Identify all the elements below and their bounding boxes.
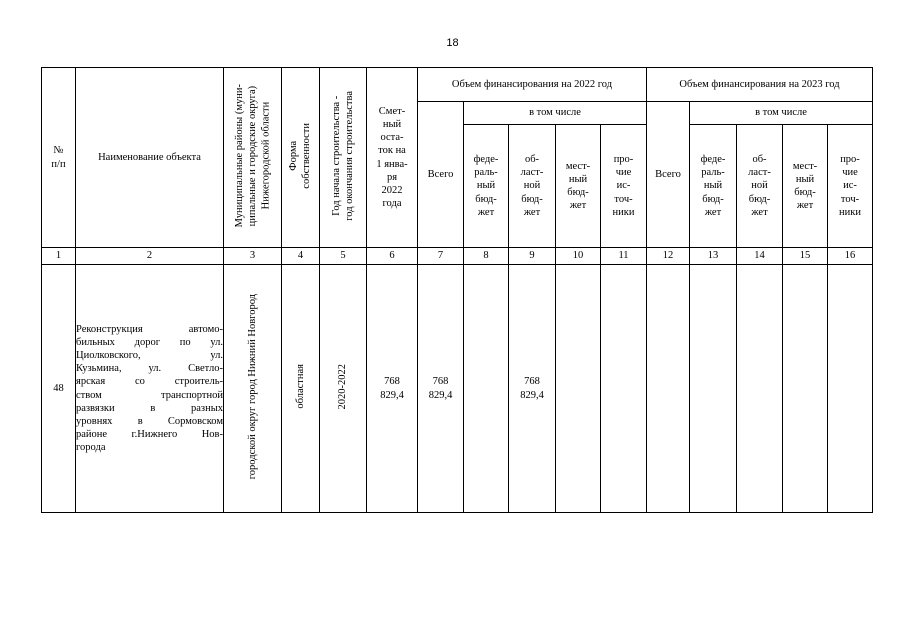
col-number: 3: [224, 248, 282, 265]
header-total-2023: Всего: [647, 102, 690, 248]
financing-table: [41, 67, 873, 513]
header-municipality: Муниципальные районы (муни- ципальные и городские округа) Нижегородской области: [224, 68, 282, 248]
row-other-2022: [601, 265, 647, 513]
object-name-lines: [76, 323, 223, 454]
object-name-line: районе г.Нижнего Нов-: [76, 428, 223, 440]
col-number: 4: [282, 248, 320, 265]
row-federal-2022: [464, 265, 509, 513]
col-number: 1: [42, 248, 76, 265]
object-name-line: ством транспортной: [76, 389, 223, 401]
header-incl-2022: в том числе: [464, 102, 647, 125]
header-years: Год начала строительства - год окончания строительства: [320, 68, 367, 248]
row-num: 48: [42, 265, 76, 513]
header-federal-2022: феде- раль- ный бюд- жет: [464, 125, 509, 248]
col-number: 10: [556, 248, 601, 265]
header-regional-2023: об- ласт- ной бюд- жет: [737, 125, 783, 248]
object-name-line: Циолковского, ул.: [76, 350, 223, 362]
row-total-2022: 768 829,4: [418, 265, 464, 513]
header-total-2022: Всего: [418, 102, 464, 248]
object-name-line: бильных дорог по ул.: [76, 337, 223, 348]
header-num: № п/п: [42, 68, 76, 248]
header-fin-2023: Объем финансирования на 2023 год: [647, 68, 873, 102]
row-local-2023: [783, 265, 828, 513]
col-number: 15: [783, 248, 828, 265]
header-other-2022: про- чие ис- точ- ники: [601, 125, 647, 248]
header-federal-2023: феде- раль- ный бюд- жет: [690, 125, 737, 248]
col-number: 8: [464, 248, 509, 265]
header-incl-2023: в том числе: [690, 102, 873, 125]
header-other-2023: про- чие ис- точ- ники: [828, 125, 873, 248]
col-number: 7: [418, 248, 464, 265]
header-local-2023: мест- ный бюд- жет: [783, 125, 828, 248]
col-number: 13: [690, 248, 737, 265]
object-name-line: города: [76, 442, 106, 453]
header-object-name: Наименование объекта: [76, 68, 224, 248]
row-regional-2023: [737, 265, 783, 513]
table-row: [42, 265, 873, 513]
col-number: 11: [601, 248, 647, 265]
row-object-name: [76, 265, 224, 513]
object-name-line: ярская со строитель-: [76, 376, 223, 388]
page-number: 18: [446, 37, 459, 49]
column-numbers-row: [42, 248, 873, 265]
header-remaining: Смет- ный оста- ток на 1 янва- ря 2022 года: [367, 68, 418, 248]
row-years: 2020-2022: [320, 265, 367, 513]
row-total-2023: [647, 265, 690, 513]
object-name-line: Реконструкция автомо-: [76, 323, 223, 335]
row-local-2022: [556, 265, 601, 513]
row-other-2023: [828, 265, 873, 513]
col-number: 2: [76, 248, 224, 265]
col-number: 6: [367, 248, 418, 265]
row-ownership: областная: [282, 265, 320, 513]
col-number: 12: [647, 248, 690, 265]
col-number: 14: [737, 248, 783, 265]
object-name-line: уровнях в Сормовском: [76, 415, 223, 427]
col-number: 9: [509, 248, 556, 265]
header-ownership: Форма собственности: [282, 68, 320, 248]
row-municipality: городской округ город Нижний Новгород: [224, 265, 282, 513]
row-regional-2022: 768 829,4: [509, 265, 556, 513]
header-local-2022: мест- ный бюд- жет: [556, 125, 601, 248]
row-remaining: 768 829,4: [367, 265, 418, 513]
col-number: 5: [320, 248, 367, 265]
col-number: 16: [828, 248, 873, 265]
object-name-line: развязки в разных: [76, 402, 223, 414]
header-regional-2022: об- ласт- ной бюд- жет: [509, 125, 556, 248]
object-name-line: Кузьмина, ул. Светло-: [76, 363, 223, 375]
header-fin-2022: Объем финансирования на 2022 год: [418, 68, 647, 102]
row-federal-2023: [690, 265, 737, 513]
